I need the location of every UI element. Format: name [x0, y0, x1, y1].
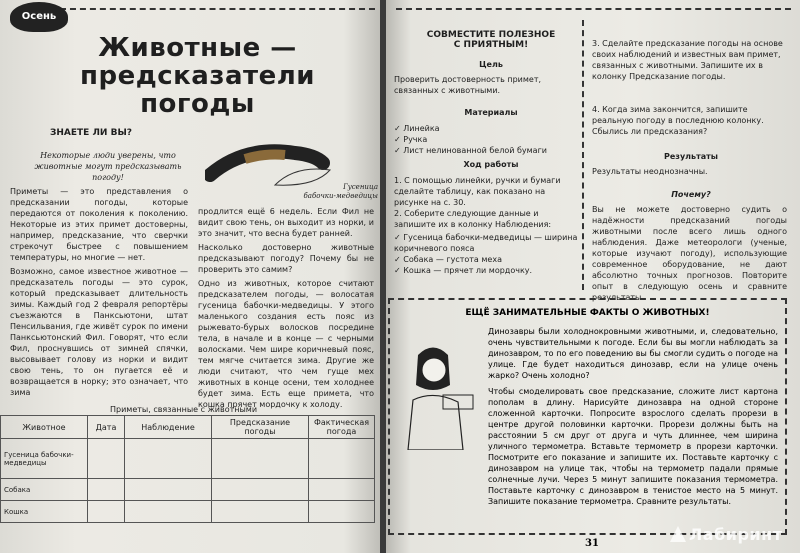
- omens-table: [0, 415, 375, 523]
- activity-heading-line-2: С ПРИЯТНЫМ!: [453, 40, 529, 50]
- table-cell: [125, 439, 212, 479]
- facts-text-1: Динозавры были холоднокровными животными, и, следовательно, очень чувствительными к погоде. Если бы вы могли наблюдать за динозавром, то по его поведению вы бы смогли судить о погоде на улице. Где будет находиться динозавр, если на улице очень жарко? Очень холодно?: [488, 327, 778, 380]
- left-page: [0, 0, 382, 553]
- material-item: ✓ Ручка: [394, 135, 428, 144]
- col1-paragraph-2: Возможно, самое известное животное — предсказатель погоды — это сурок, который предсказывает длительность зимы. Каждый год 2 февраля репортёры съезжаются в Панксьютони, штат Пенсильвания, где живёт сурок по имени Панксьютонский Фил. Говорят, что если Фил, проснувшись от зимней спячки, высовывает голову из норки и видит свою тень, то он пугается её и возвращается в норку; это означает, что зима: [10, 267, 188, 397]
- caterpillar-caption: [300, 183, 378, 201]
- materials-list: [394, 123, 579, 156]
- column-divider: [582, 20, 584, 290]
- th-animal: Животное: [1, 416, 88, 439]
- page-title: [20, 34, 375, 118]
- step-2: 2. Соберите следующие данные и запишите их в колонку Наблюдения:: [394, 209, 552, 229]
- table-cell: [309, 501, 375, 523]
- watermark-text: Лабиринт: [689, 525, 783, 544]
- observation-item: ✓ Гусеница бабочки-медведицы — ширина коричневого пояса: [394, 233, 578, 253]
- th-observation: Наблюдение: [125, 416, 212, 439]
- results-heading: Результаты: [664, 152, 718, 161]
- table-row: [1, 479, 375, 501]
- fun-facts-heading: ЕЩЁ ЗАНИМАТЕЛЬНЫЕ ФАКТЫ О ЖИВОТНЫХ!: [465, 308, 710, 318]
- why-heading: Почему?: [671, 190, 711, 199]
- table-cell: [88, 501, 125, 523]
- title-line-1: Животные — предсказатели: [80, 33, 315, 91]
- column-1-text: [10, 186, 188, 398]
- know-heading: ЗНАЕТЕ ЛИ ВЫ?: [50, 128, 133, 138]
- table-cell: [125, 479, 212, 501]
- caption-line-1: Гусеница: [343, 183, 378, 191]
- col2-paragraph-3: Одно из животных, которое считают предсказателем погоды, — волосатая гусеница бабочки-медведицы. У этого маленького создания есть пояс из рыжевато-бурых волосков посредине тела, в начале и в конце — с черными волосками. Чем шире коричневый пояс, тем мягче считается зима. Другие же люди считают, что чем гуще мех животных в конце осени, тем холоднее будет зима. Есть еще примета, что кошка прячет мордочку к холоду.: [198, 279, 374, 409]
- table-header-row: [1, 416, 375, 439]
- observation-list: [394, 232, 579, 276]
- activity-heading-line-1: СОВМЕСТИТЕ ПОЛЕЗНОЕ: [426, 30, 556, 40]
- table-row: [1, 439, 375, 479]
- material-item: ✓ Линейка: [394, 124, 440, 133]
- observation-item: ✓ Кошка — прячет ли мордочку.: [394, 266, 533, 275]
- table-cell: [309, 479, 375, 501]
- th-date: Дата: [88, 416, 125, 439]
- why-text: Вы не можете достоверно судить о надёжности предсказаний погоды животными после всего лишь одного наблюдения. Даже метеорологи (ученые, которые изучают погоду), использующие современное оборудование, не дают абсолютно точных прогнозов. Повторите опыт в следующую осень и сравните результаты.: [592, 205, 787, 302]
- materials-heading: Материалы: [464, 108, 518, 117]
- title-line-2: погоды: [140, 89, 255, 119]
- page-number: 31: [585, 538, 599, 549]
- goal-heading: Цель: [479, 60, 503, 69]
- top-dashed-rule-right: [396, 8, 791, 10]
- caption-line-2: бабочки-медведицы: [303, 192, 378, 200]
- labirint-logo-icon: [670, 526, 686, 542]
- col2-paragraph-2: Насколько достоверно животные предсказывают погоду? Почему бы не проверить это самим?: [198, 243, 374, 274]
- table-cell: [88, 479, 125, 501]
- col1-paragraph-1: Приметы — это представления о предсказании погоды, которые передаются от поколения к поколению. Некоторые из этих примет достоверны, например, предсказание, что сверчки стрекочут быстрее с повышением температуры, но многие — нет.: [10, 187, 188, 262]
- table-cell: [212, 439, 309, 479]
- step-4: 4. Когда зима закончится, запишите реальную погоду в последнюю колонку. Сбылись ли предсказания?: [592, 105, 764, 136]
- autumn-leaf-logo: Осень: [10, 2, 68, 32]
- caterpillar-illustration: [205, 135, 335, 190]
- table-cell: [309, 439, 375, 479]
- table-cell: [212, 501, 309, 523]
- material-item: ✓ Лист нелинованной белой бумаги: [394, 146, 547, 155]
- table-caption: Приметы, связанные с животными: [110, 405, 258, 414]
- know-italic-text: Некоторые люди уверены, что животные могут предсказывать погоду!: [34, 151, 182, 182]
- work-heading: Ход работы: [463, 160, 519, 169]
- table-cell: [212, 479, 309, 501]
- step-3: 3. Сделайте предсказание погоды на основе своих наблюдений и известных вам примет, связанных с животными. Запишите их в колонку Предсказание погоды.: [592, 39, 783, 81]
- table-cell: Кошка: [1, 501, 88, 523]
- labirint-watermark: [670, 525, 782, 544]
- th-actual: Фактическая погода: [309, 416, 375, 439]
- results-text: Результаты неоднозначны.: [592, 167, 708, 176]
- observation-item: ✓ Собака — густота меха: [394, 255, 502, 264]
- girl-with-card-illustration: [398, 340, 478, 450]
- table-cell: [88, 439, 125, 479]
- th-forecast: Предсказание погоды: [212, 416, 309, 439]
- step-1: 1. С помощью линейки, ручки и бумаги сделайте таблицу, как показано на рисунке на с. 30.: [394, 176, 561, 207]
- goal-text: Проверить достоверность примет, связанных с животными.: [394, 75, 542, 95]
- table-cell: Гусеница бабочки-медведицы: [1, 439, 88, 479]
- table-cell: [125, 501, 212, 523]
- column-2-text: [198, 206, 374, 410]
- facts-text-2: Чтобы смоделировать свое предсказание, сложите лист картона пополам в длину. Нарисуйте динозавра на одной стороне сложенной карточки. Попросите взрослого сделать прорези в центре другой половинки карточки. Прорези должны быть на расстоянии 5 см друг от друга и чуть длиннее, чем ширина уличного термометра. Вставьте термометр в прорези карточки. Посмотрите его показание и запишите их. Поставьте карточку с динозавром на улице так, чтобы на термометр падали прямые солнечные лучи. Через 5 минут запишите показания термометра. Поставьте карточку с динозавром в тенистое место на 5 минут. Запишите показание термометра. Сравните результаты.: [488, 387, 778, 506]
- col2-paragraph-1: продлится ещё 6 недель. Если Фил не видит свою тень, он выходит из норки, и это значит, что весна будет ранней.: [198, 207, 374, 238]
- activity-heading: [406, 30, 576, 50]
- table-cell: Собака: [1, 479, 88, 501]
- table-row: [1, 501, 375, 523]
- top-dashed-rule: [60, 8, 375, 10]
- fun-facts-box: [388, 298, 787, 535]
